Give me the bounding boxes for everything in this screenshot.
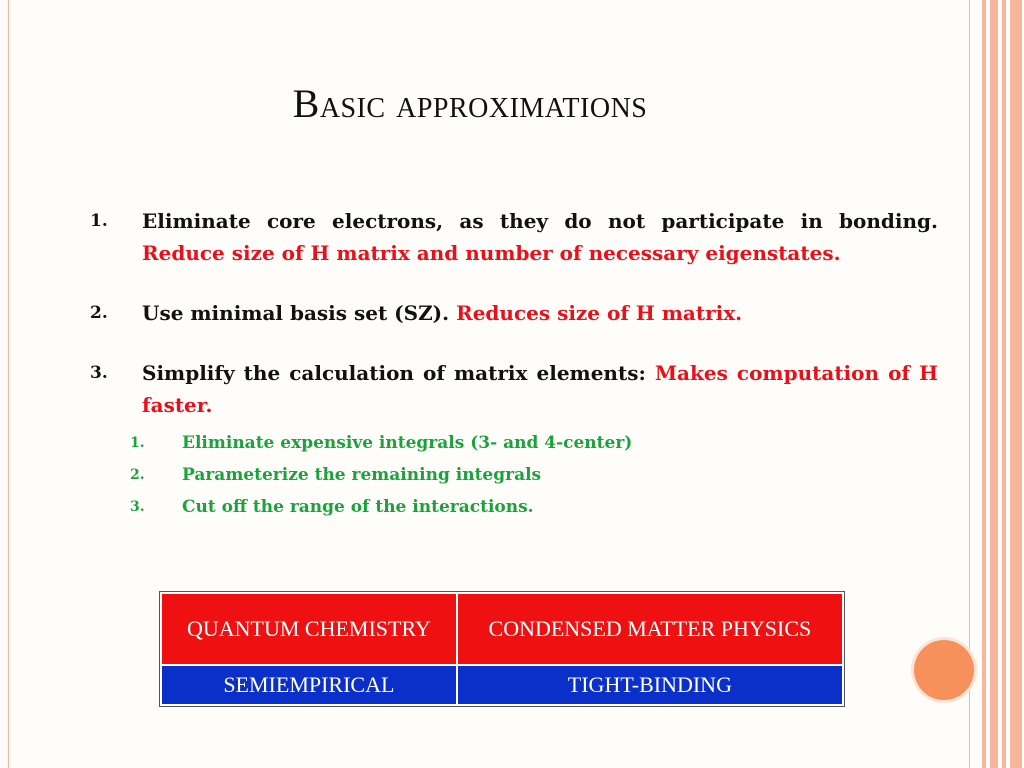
item-highlight: Reduce size of H matrix and number of necessary eigenstates.: [142, 241, 841, 265]
title-rest: asic approximations: [319, 81, 648, 126]
sub-item-number: 2.: [130, 467, 145, 483]
table-header-cell: CONDENSED MATTER PHYSICS: [457, 593, 843, 665]
table-cell: SEMIEMPIRICAL: [161, 665, 457, 705]
item-number: 1.: [90, 211, 108, 231]
item-text: Eliminate core electrons, as they do not participate in bonding.: [142, 209, 938, 233]
item-number: 3.: [90, 363, 108, 383]
sub-list-item: [130, 491, 938, 523]
item-text: Simplify the calculation of matrix elements:: [142, 361, 646, 385]
comparison-table: [160, 592, 844, 706]
item-number: 2.: [90, 303, 108, 323]
table-cell: TIGHT-BINDING: [457, 665, 843, 705]
sub-item-text: Parameterize the remaining integrals: [182, 465, 542, 485]
item-text: Use minimal basis set (SZ).: [142, 301, 450, 325]
list-item: [90, 205, 938, 269]
item-highlight: Reduces size of H matrix.: [456, 301, 743, 325]
table-header-row: [161, 593, 843, 665]
sub-item-text: Eliminate expensive integrals (3- and 4-center): [182, 433, 633, 453]
table-header-cell: QUANTUM CHEMISTRY: [161, 593, 457, 665]
sub-item-text: Cut off the range of the interactions.: [182, 497, 534, 517]
accent-circle: [914, 640, 974, 700]
sub-item-number: 1.: [130, 435, 145, 451]
item-highlight: Makes computation of H faster.: [142, 361, 938, 417]
list-item: [90, 357, 938, 421]
sub-list: [90, 427, 938, 523]
table-row: [161, 665, 843, 705]
title-initial: B: [292, 81, 320, 126]
sub-item-number: 3.: [130, 499, 145, 515]
slide-title: [0, 80, 940, 127]
sub-list-item: [130, 459, 938, 491]
list-item: [90, 297, 938, 329]
approximation-list: [90, 205, 938, 523]
decorative-stripes: [980, 0, 1024, 768]
sub-list-item: [130, 427, 938, 459]
